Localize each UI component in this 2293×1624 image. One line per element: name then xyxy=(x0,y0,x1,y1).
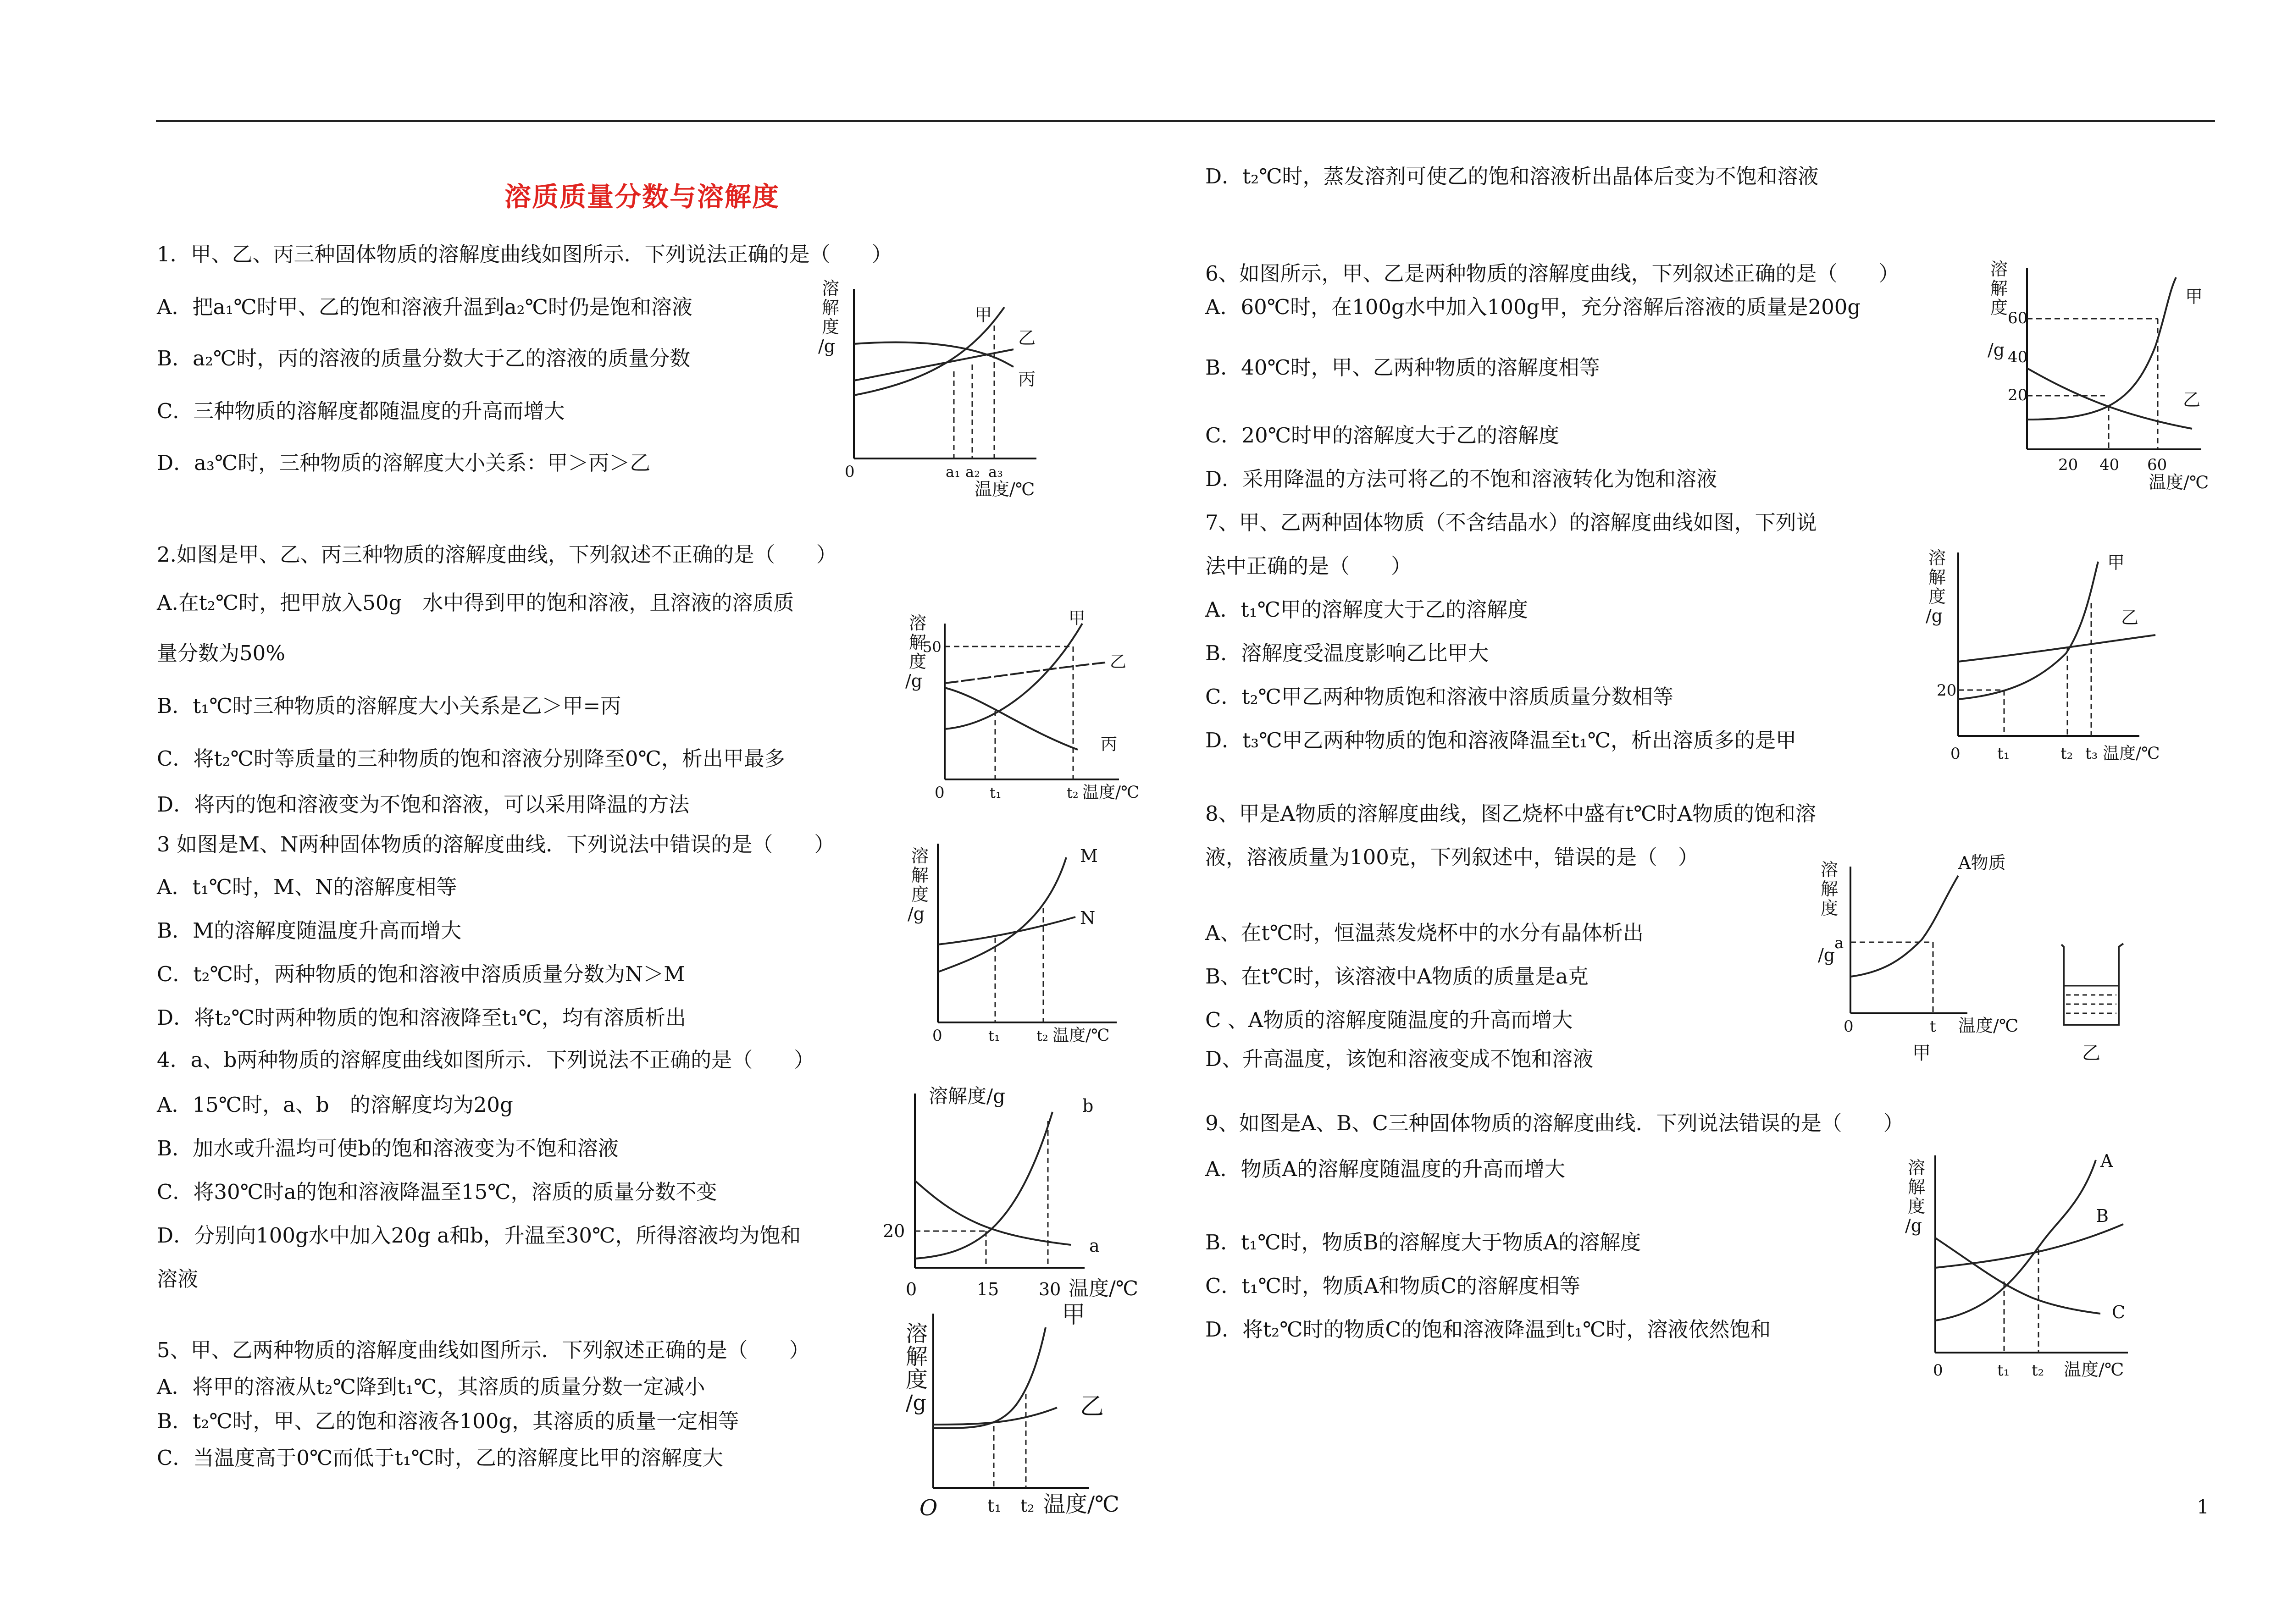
fig9-label-b: B xyxy=(2096,1206,2109,1226)
fig2-tick-t2: t₂ xyxy=(1067,784,1079,801)
text-line-q6a: A．60℃时，在100g水中加入100g甲，充分溶解后溶液的质量是200g xyxy=(1205,295,1861,319)
text-line-q2a2: 量分数为50% xyxy=(157,641,286,665)
text-line-q8bb: B、在t℃时，该溶液中A物质的质量是a克 xyxy=(1205,964,1589,989)
fig7-origin: 0 xyxy=(1950,745,1961,763)
fig3-xlabel: 温度/℃ xyxy=(1052,1026,1110,1045)
fig5-ylabel-2: 解 xyxy=(906,1344,928,1370)
text-line-q4d2: 溶液 xyxy=(157,1267,199,1291)
fig4-label-a: a xyxy=(1089,1236,1100,1256)
fig2-origin: 0 xyxy=(935,784,945,802)
text-line-q7: 7、甲、乙两种固体物质（不含结晶水）的溶解度曲线如图，下列说 xyxy=(1205,510,1817,535)
fig6-ytick-60: 60 xyxy=(2008,309,2028,327)
fig4-tick-15: 15 xyxy=(977,1279,999,1299)
fig4-curve-b xyxy=(915,1112,1052,1259)
text-line-q1a: A．把a₁℃时甲、乙的饱和溶液升温到a₂℃时仍是饱和溶液 xyxy=(157,295,692,319)
text-line-q9d: D．将t₂℃时的物质C的饱和溶液降温到t₁℃时，溶液依然饱和 xyxy=(1205,1317,1771,1342)
fig7-tick-t1: t₁ xyxy=(1997,745,2010,763)
fig3-label-n: N xyxy=(1080,908,1096,928)
fig7-label-jia: 甲 xyxy=(2107,552,2125,573)
fig2-ylabel-3: 度 xyxy=(909,652,927,672)
fig5-curve-yi xyxy=(933,1408,1057,1425)
text-line-q9c: C．t₁℃时，物质A和物质C的溶解度相等 xyxy=(1205,1274,1580,1298)
fig3-ylabel-3: 度 xyxy=(911,884,929,905)
fig8-label-a: A物质 xyxy=(1958,853,2006,873)
fig7-ylabel-3: 度 xyxy=(1928,586,1946,607)
fig2-label-bing: 丙 xyxy=(1101,735,1118,754)
fig3-ylabel-4: /g xyxy=(908,904,925,924)
fig7-curve-jia xyxy=(1958,562,2098,699)
fig9-ylabel-3: 度 xyxy=(1908,1196,1926,1216)
fig1-label-yi: 乙 xyxy=(1018,328,1036,348)
fig4-label-b: b xyxy=(1082,1096,1094,1116)
text-line-q2c: C．将t₂℃时等质量的三种物质的饱和溶液分别降至0℃，析出甲最多 xyxy=(157,746,785,771)
fig6-label-jia: 甲 xyxy=(2185,287,2203,307)
fig1-tick-a3: a₃ xyxy=(988,463,1003,481)
fig4-xlabel: 温度/℃ xyxy=(1069,1277,1139,1300)
text-line-q6d: D．采用降温的方法可将乙的不饱和溶液转化为饱和溶液 xyxy=(1205,467,1717,491)
fig6-tick-40: 40 xyxy=(2099,456,2120,474)
fig7-ylabel-4: /g xyxy=(1926,606,1943,626)
fig8-ytick-a: a xyxy=(1834,934,1844,952)
text-line-q1c: C．三种物质的溶解度都随温度的升高而增大 xyxy=(157,399,565,423)
fig2-label-jia: 甲 xyxy=(1069,609,1086,628)
fig6-ylabel-1: 溶 xyxy=(1990,259,2008,279)
fig4-ytick-20: 20 xyxy=(883,1221,905,1241)
fig5-label-jia: 甲 xyxy=(1062,1301,1086,1329)
fig7-curve-yi xyxy=(1958,635,2155,662)
text-line-q7b: B．溶解度受温度影响乙比甲大 xyxy=(1205,641,1489,665)
text-line-q6b: B．40℃时，甲、乙两种物质的溶解度相等 xyxy=(1205,355,1600,380)
fig8-xlabel: 温度/℃ xyxy=(1958,1016,2019,1036)
fig8-ylabel-1: 溶 xyxy=(1821,860,1839,880)
fig7-label-yi: 乙 xyxy=(2121,608,2139,628)
fig3-ylabel-1: 溶 xyxy=(911,846,929,866)
fig6-tick-20: 20 xyxy=(2058,456,2078,474)
fig9-ylabel-4: /g xyxy=(1905,1215,1922,1236)
text-line-q3a: A．t₁℃时，M、N的溶解度相等 xyxy=(157,875,457,899)
fig6-ylabel-2: 解 xyxy=(1990,278,2008,298)
fig1-ylabel-1: 溶 xyxy=(822,278,840,298)
fig8-ylabel-3: 度 xyxy=(1821,898,1839,918)
fig4-ylabel: 溶解度/g xyxy=(929,1085,1006,1107)
fig8-tick-t: t xyxy=(1930,1017,1936,1036)
figure-1-solubility-curve xyxy=(812,275,1069,504)
fig5-tick-t2: t₂ xyxy=(1020,1496,1035,1516)
fig1-xlabel: 温度/℃ xyxy=(975,479,1035,499)
fig6-ylabel-3: 度 xyxy=(1990,298,2008,318)
text-line-q9b: B．t₁℃时，物质B的溶解度大于物质A的溶解度 xyxy=(1205,1230,1641,1254)
page-number: 1 xyxy=(2197,1496,2209,1518)
fig3-label-m: M xyxy=(1080,846,1098,866)
text-line-q1d: D．a₃℃时，三种物质的溶解度大小关系：甲＞丙＞乙 xyxy=(157,451,651,475)
text-line-q2d: D．将丙的饱和溶液变为不饱和溶液，可以采用降温的方法 xyxy=(157,792,690,817)
text-line-q8b: 液，溶液质量为100克，下列叙述中，错误的是（ ） xyxy=(1205,845,1699,869)
fig1-label-bing: 丙 xyxy=(1018,369,1036,389)
text-line-q2: 2.如图是甲、乙、丙三种物质的溶解度曲线，下列叙述不正确的是（ ） xyxy=(157,542,837,567)
header-rule xyxy=(156,120,2215,122)
fig9-curve-c xyxy=(1935,1238,2100,1314)
beaker-icon xyxy=(2061,944,2123,1025)
fig6-ytick-20: 20 xyxy=(2008,386,2028,404)
fig9-curve-b xyxy=(1935,1224,2123,1268)
fig9-origin: 0 xyxy=(1933,1361,1943,1380)
fig6-curve-jia xyxy=(2027,277,2176,420)
fig9-tick-t1: t₁ xyxy=(1997,1361,2010,1380)
fig9-ylabel-2: 解 xyxy=(1908,1177,1926,1197)
text-line-q4b: B．加水或升温均可使b的饱和溶液变为不饱和溶液 xyxy=(157,1136,619,1160)
fig6-ylabel-4: /g xyxy=(1988,340,2005,360)
fig9-xlabel: 温度/℃ xyxy=(2064,1359,2124,1380)
text-line-q4a: A．15℃时，a、b 的溶解度均为20g xyxy=(157,1093,513,1117)
figure-7-solubility-curve xyxy=(1915,543,2171,773)
fig1-ylabel-3: 度 xyxy=(822,317,840,337)
text-line-q3d: D．将t₂℃时两种物质的饱和溶液降至t₁℃，均有溶质析出 xyxy=(157,1005,687,1030)
text-line-q9: 9、如图是A、B、C三种固体物质的溶解度曲线．下列说法错误的是（ ） xyxy=(1205,1111,1904,1135)
fig5-ylabel-1: 溶 xyxy=(906,1321,928,1347)
fig8-ylabel-2: 解 xyxy=(1821,879,1839,899)
fig1-tick-a2: a₂ xyxy=(965,463,980,481)
fig4-origin: 0 xyxy=(906,1279,917,1299)
fig3-curve-m xyxy=(938,857,1066,972)
text-line-q5d: D．t₂℃时，蒸发溶剂可使乙的饱和溶液析出晶体后变为不饱和溶液 xyxy=(1205,164,1819,188)
figure-2-solubility-curve xyxy=(899,610,1156,812)
fig1-ylabel-2: 解 xyxy=(822,298,840,318)
figure-5-solubility-curve xyxy=(906,1301,1163,1525)
text-line-q8d: D、升高温度，该饱和溶液变成不饱和溶液 xyxy=(1205,1047,1594,1071)
text-line-q8: 8、甲是A物质的溶解度曲线，图乙烧杯中盛有t℃时A物质的饱和溶 xyxy=(1205,801,1817,826)
fig5-label-yi: 乙 xyxy=(1080,1393,1104,1420)
figure-6-solubility-curve xyxy=(1981,254,2220,493)
text-line-q3: 3 如图是M、N两种固体物质的溶解度曲线．下列说法中错误的是（ ） xyxy=(157,832,835,856)
fig1-ylabel-4: /g xyxy=(818,336,836,356)
text-line-q8c: C 、A物质的溶解度随温度的升高而增大 xyxy=(1205,1008,1573,1032)
figure-8-solubility-curve xyxy=(1807,848,2137,1077)
text-line-q8a: A、在t℃时，恒温蒸发烧杯中的水分有晶体析出 xyxy=(1205,921,1644,945)
fig2-ytick-50: 50 xyxy=(923,638,942,656)
text-line-q6: 6、如图所示，甲、乙是两种物质的溶解度曲线，下列叙述正确的是（ ） xyxy=(1205,261,1900,286)
fig8-origin: 0 xyxy=(1844,1017,1854,1036)
text-line-q7b1: 法中正确的是（ ） xyxy=(1205,554,1412,578)
text-line-q4d: D．分别向100g水中加入20g a和b，升温至30℃，所得溶液均为饱和 xyxy=(157,1223,801,1248)
fig1-origin: 0 xyxy=(845,463,855,481)
text-line-q5b: B．t₂℃时，甲、乙的饱和溶液各100g，其溶质的质量一定相等 xyxy=(157,1409,739,1433)
fig2-ylabel-2: 解 xyxy=(909,632,927,652)
fig7-tick-t2: t₂ xyxy=(2060,745,2073,763)
figure-9-solubility-curve xyxy=(1905,1146,2183,1389)
fig3-tick-t2: t₂ xyxy=(1036,1027,1048,1044)
fig2-label-yi: 乙 xyxy=(1110,652,1127,671)
fig5-origin: O xyxy=(919,1495,938,1521)
text-line-q6c: C．20℃时甲的溶解度大于乙的溶解度 xyxy=(1205,423,1560,447)
fig8-ylabel-4: /g xyxy=(1818,945,1835,965)
fig9-tick-t2: t₂ xyxy=(2032,1361,2044,1380)
fig8-caption-jia: 甲 xyxy=(1912,1043,1931,1064)
fig3-tick-t1: t₁ xyxy=(988,1027,1000,1044)
fig2-ylabel-1: 溶 xyxy=(909,613,927,633)
text-line-q3c: C．t₂℃时，两种物质的饱和溶液中溶质质量分数为N＞M xyxy=(157,962,685,986)
fig2-curve-yi xyxy=(945,663,1105,683)
text-line-q3b: B．M的溶解度随温度升高而增大 xyxy=(157,918,462,943)
fig7-ytick-20: 20 xyxy=(1937,681,1957,700)
fig3-ylabel-2: 解 xyxy=(911,865,929,885)
figure-3-solubility-curve xyxy=(906,839,1163,1059)
fig8-curve-a xyxy=(1850,876,1958,977)
text-line-q4c: C．将30℃时a的饱和溶液降温至15℃，溶质的质量分数不变 xyxy=(157,1180,717,1204)
fig9-label-a: A xyxy=(2100,1151,2113,1171)
fig6-tick-60: 60 xyxy=(2147,456,2167,474)
text-line-q5a: A．将甲的溶液从t₂℃降到t₁℃，其溶质的质量分数一定减小 xyxy=(157,1375,705,1399)
text-line-q9a: A．物质A的溶解度随温度的升高而增大 xyxy=(1205,1157,1565,1181)
fig3-origin: 0 xyxy=(932,1027,942,1045)
fig6-xlabel: 温度/℃ xyxy=(2149,472,2209,492)
fig9-ylabel-1: 溶 xyxy=(1908,1158,1926,1178)
figure-4-solubility-curve xyxy=(883,1084,1163,1304)
fig2-xlabel: 温度/℃ xyxy=(1082,783,1140,802)
fig7-tick-t3: t₃ xyxy=(2085,745,2098,763)
fig1-curve-yi xyxy=(854,349,1014,381)
fig5-ylabel-3: 度 xyxy=(906,1367,928,1392)
fig1-tick-a1: a₁ xyxy=(946,463,960,481)
text-line-q1: 1．甲、乙、丙三种固体物质的溶解度曲线如图所示．下列说法正确的是（ ） xyxy=(157,242,892,266)
text-line-q2b: B．t₁℃时三种物质的溶解度大小关系是乙＞甲=丙 xyxy=(157,694,621,718)
fig4-tick-30: 30 xyxy=(1039,1279,1061,1299)
text-line-q2a: A.在t₂℃时，把甲放入50g 水中得到甲的饱和溶液，且溶液的溶质质 xyxy=(157,591,794,615)
fig5-ylabel-4: /g xyxy=(906,1390,926,1415)
fig6-ytick-40: 40 xyxy=(2008,348,2028,366)
text-line-q7d: D．t₃℃甲乙两种物质的饱和溶液降温至t₁℃，析出溶质多的是甲 xyxy=(1205,728,1797,752)
fig1-label-jia: 甲 xyxy=(975,305,992,325)
page-title: 溶质质量分数与溶解度 xyxy=(504,181,780,212)
fig9-curve-a xyxy=(1935,1160,2096,1320)
fig5-tick-t1: t₁ xyxy=(987,1496,1002,1516)
fig5-xlabel: 温度/℃ xyxy=(1043,1491,1119,1517)
text-line-q7c: C．t₂℃甲乙两种物质饱和溶液中溶质质量分数相等 xyxy=(1205,685,1673,709)
text-line-q7a: A．t₁℃甲的溶解度大于乙的溶解度 xyxy=(1205,597,1528,622)
fig2-curve-bing xyxy=(945,688,1078,750)
fig7-ylabel-1: 溶 xyxy=(1928,548,1946,568)
fig8-caption-yi: 乙 xyxy=(2082,1043,2100,1064)
fig5-curve-jia xyxy=(933,1327,1046,1428)
text-line-q5c: C．当温度高于0℃而低于t₁℃时，乙的溶解度比甲的溶解度大 xyxy=(157,1446,723,1470)
fig7-xlabel: 温度/℃ xyxy=(2103,744,2160,763)
text-line-q1b: B．a₂℃时，丙的溶液的质量分数大于乙的溶液的质量分数 xyxy=(157,346,691,370)
fig9-label-c: C xyxy=(2112,1302,2126,1322)
text-line-q4: 4．a、b两种物质的溶解度曲线如图所示．下列说法不正确的是（ ） xyxy=(157,1048,815,1072)
fig6-label-yi: 乙 xyxy=(2183,390,2201,410)
text-line-q5: 5、甲、乙两种物质的溶解度曲线如图所示．下列叙述正确的是（ ） xyxy=(157,1338,810,1362)
fig7-ylabel-2: 解 xyxy=(1928,567,1946,587)
fig2-tick-t1: t₁ xyxy=(990,784,1002,801)
fig2-ylabel-4: /g xyxy=(905,671,923,691)
fig2-curve-jia xyxy=(945,624,1082,729)
